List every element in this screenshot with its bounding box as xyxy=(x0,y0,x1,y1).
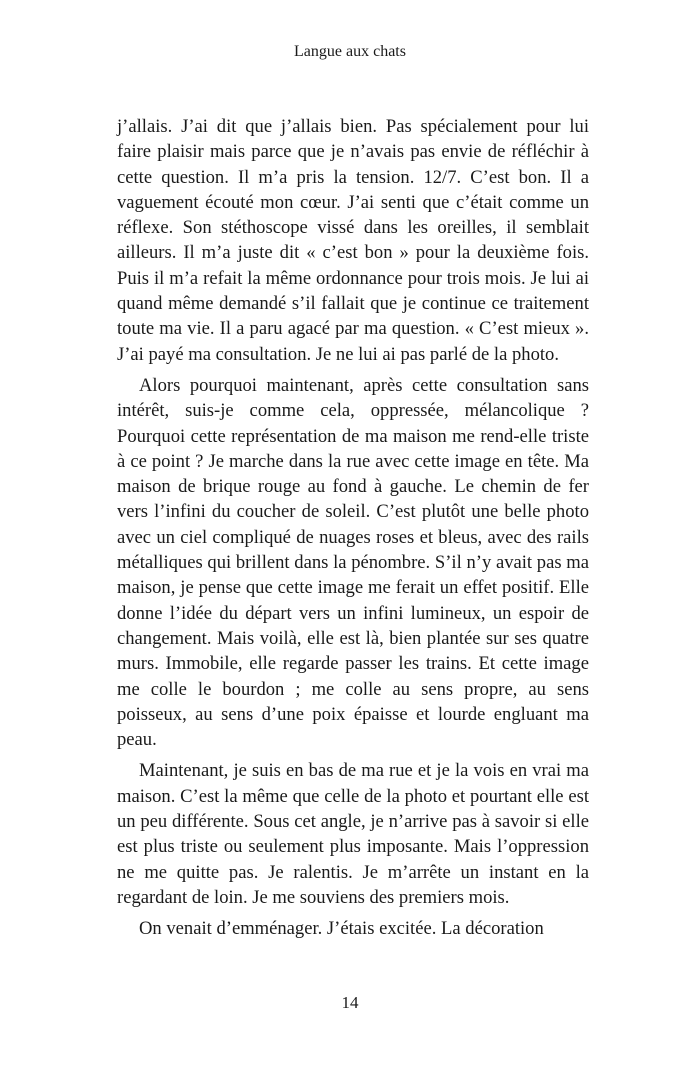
paragraph-2: Alors pourquoi maintenant, après cette consultation sans intérêt, suis-je comme cela, oppressée, mélancolique ? Pourquoi cette représentation de ma maison me rend-elle triste à ce point ? Je marche dans la rue avec cette image en tête. Ma maison de brique rouge au fond à gauche. Le chemin de fer vers l’infini du coucher de soleil. C’est plutôt une belle photo avec un ciel compliqué de nuages roses et bleus, avec des rails métalliques qui brillent dans la pénombre. S’il n’y avait pas ma maison, je pense que cette image me ferait un effet positif. Elle donne l’idée du départ vers un infini lumineux, un espoir de changement. Mais voilà, elle est là, bien plantée sur ses quatre murs. Immobile, elle regarde passer les trains. Et cette image me colle le bourdon ; me colle au sens propre, au sens poisseux, au sens d’une poix épaisse et lourde engluant ma peau. xyxy=(117,374,589,751)
paragraph-3: Maintenant, je suis en bas de ma rue et je la vois en vrai ma maison. C’est la même que celle de la photo et pourtant elle est un peu différente. Sous cet angle, je n’arrive pas à savoir si elle est plus triste ou seulement plus imposante. Mais l’oppression ne me quitte pas. Je ralentis. Je m’arrête un instant en la regardant de loin. Je me souviens des premiers mois. xyxy=(117,760,589,908)
paragraph-4: On venait d’emménager. J’étais excitée. La décoration xyxy=(139,918,544,940)
paragraph-1: j’allais. J’ai dit que j’allais bien. Pas spécialement pour lui faire plaisir mais parce que je n’avais pas envie de réfléchir à cette question. Il m’a pris la tension. 12/7. C’est bon. Il a vaguement écouté mon cœur. J’ai senti que c’était comme un réflexe. Son stéthoscope vissé dans les oreilles, il semblait ailleurs. Il m’a juste dit « c’est bon » pour la deuxième fois. Puis il m’a refait la même ordonnance pour trois mois. Je lui ai quand même demandé s’il fallait que je continue ce traitement toute ma vie. Il a paru agacé par ma question. « C’est mieux ». J’ai payé ma consultation. Je ne lui ai pas parlé de la photo. xyxy=(117,116,589,365)
page-number: 14 xyxy=(341,993,359,1012)
page-body-text xyxy=(117,114,589,948)
running-header-title: Langue aux chats xyxy=(294,43,406,60)
